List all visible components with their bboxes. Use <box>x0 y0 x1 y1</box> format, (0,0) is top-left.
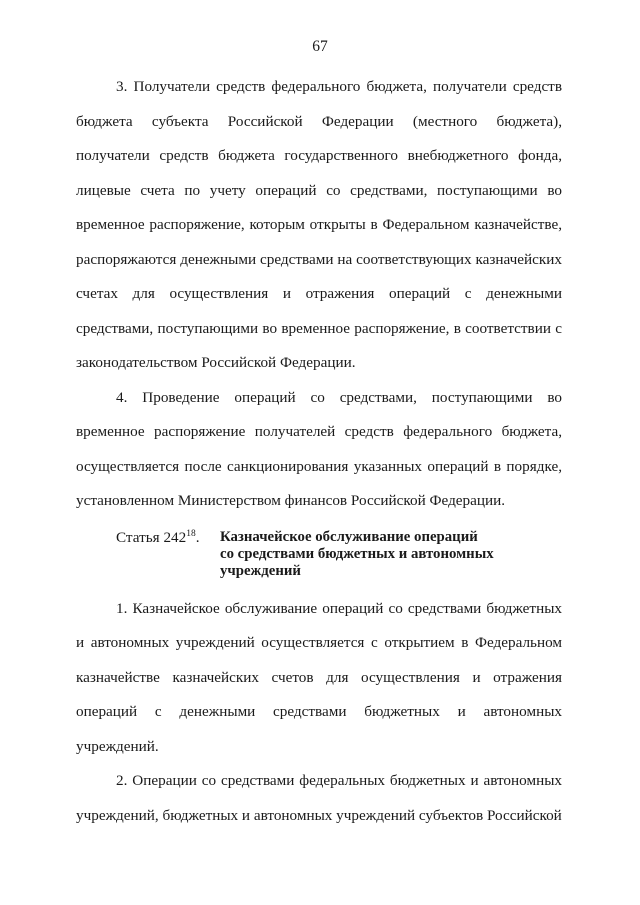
article-suffix: . <box>195 528 200 546</box>
article-superscript: 18 <box>186 528 196 539</box>
article-title <box>220 529 520 580</box>
article-number <box>116 529 220 546</box>
article-title-line-2: со средствами бюджетных и автономных <box>220 545 494 562</box>
document-body <box>76 70 562 833</box>
article-label: Статья 242 <box>116 528 187 546</box>
article-title-line-1: Казначейское обслуживание операций <box>220 528 478 545</box>
paragraph-3: 3. Получатели средств федерального бюджета, получатели средств бюджета субъекта Российской Федерации (местного бюджета), получатели средств бюджета государственного внебюджетного фонда, лицевые счета по учету операций со средствами, поступающими во временное распоряжение, которым открыты в Федеральном казначействе, распоряжаются денежными средствами на соответствующих казначейских счетах для осуществления и отражения операций с денежными средствами, поступающими во временное распоряжение, в соответствии с законодательством Российской Федерации. <box>76 78 562 371</box>
page-number: 67 <box>312 38 328 55</box>
paragraph-4: 4. Проведение операций со средствами, поступающими во временное распоряжение получателей средств федерального бюджета, осуществляется после санкционирования указанных операций в порядке, установленном Министерством финансов Российской Федерации. <box>76 388 562 509</box>
article-title-line-3: учреждений <box>220 562 301 579</box>
article-paragraph-2: 2. Операции со средствами федеральных бюджетных и автономных учреждений, бюджетных и автономных учреждений субъектов Российской <box>76 772 562 824</box>
article-heading <box>116 529 562 580</box>
article-paragraph-1: 1. Казначейское обслуживание операций со средствами бюджетных и автономных учреждений осуществляется с открытием в Федеральном казначействе казначейских счетов для осуществления и отражения операций с денежными средствами бюджетных и автономных учреждений. <box>76 599 562 755</box>
